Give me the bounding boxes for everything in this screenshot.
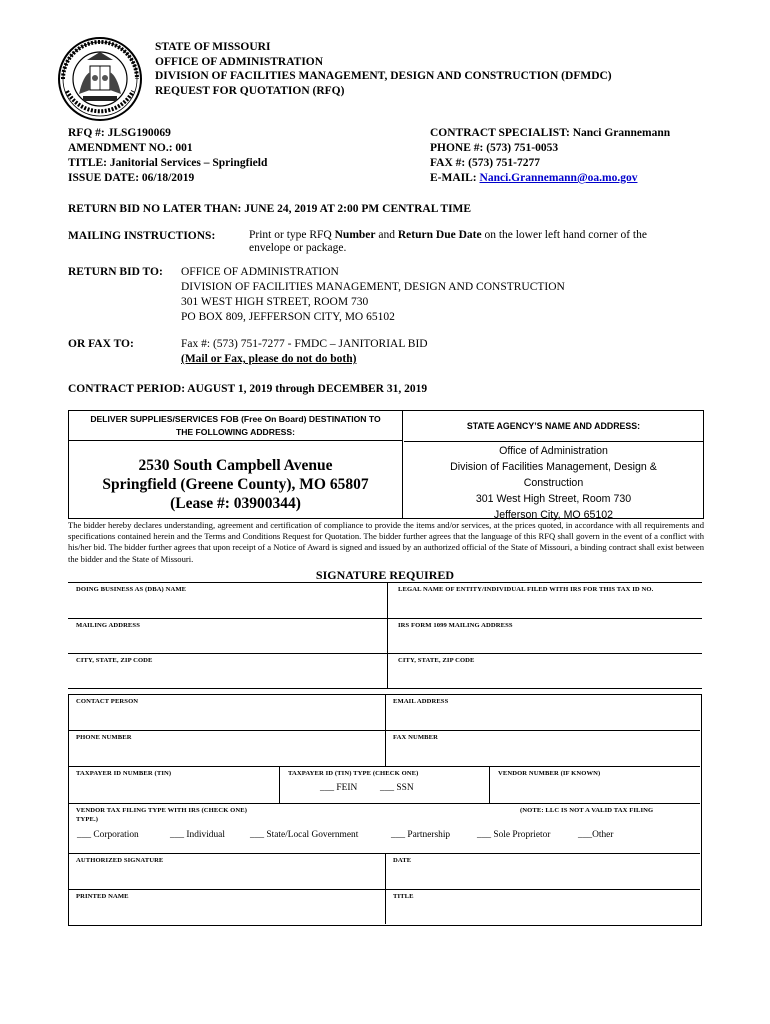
delivery-street: 2530 South Campbell Avenue — [138, 457, 333, 474]
tax-filing-type-label: VENDOR TAX FILING TYPE WITH IRS (CHECK ONE) — [76, 807, 248, 814]
rfq-info — [68, 126, 267, 186]
partnership-option[interactable]: ___ Partnership — [391, 830, 451, 840]
issue-date: ISSUE DATE: 06/18/2019 — [68, 172, 195, 184]
amendment-number: AMENDMENT NO.: 001 — [68, 142, 193, 154]
email-link[interactable]: Nanci.Grannemann@oa.mo.gov — [479, 172, 638, 184]
header-division: DIVISION OF FACILITIES MANAGEMENT, DESIGN AND CONSTRUCTION (DFMDC) — [155, 70, 612, 83]
authorized-signature-label: AUTHORIZED SIGNATURE — [76, 857, 164, 864]
agency-line-4: 301 West High Street, Room 730 — [475, 493, 632, 505]
date-field[interactable] — [386, 854, 700, 890]
delivery-city: Springfield (Greene County), MO 65807 — [102, 476, 369, 493]
delivery-header-line-2: THE FOLLOWING ADDRESS: — [175, 427, 296, 437]
return-bid-address — [181, 265, 565, 325]
tin-type-label: TAXPAYER ID (TIN) TYPE (CHECK ONE) — [288, 770, 419, 777]
header-office: OFFICE OF ADMINISTRATION — [155, 55, 324, 68]
city-state-zip-label: CITY, STATE, ZIP CODE — [76, 657, 153, 664]
delivery-address-header — [69, 411, 403, 441]
date-label: DATE — [393, 857, 412, 864]
mailing-address-label: MAILING ADDRESS — [76, 622, 140, 629]
vendor-info-block — [68, 582, 702, 689]
contact-fax: FAX #: (573) 751-7277 — [430, 157, 540, 169]
signature-required-heading: SIGNATURE REQUIRED — [315, 568, 455, 582]
tax-filing-type-label-2: TYPE.) — [76, 816, 99, 823]
tin-label: TAXPAYER ID NUMBER (TIN) — [76, 770, 172, 777]
contact-info — [430, 126, 670, 186]
fax-to-number: Fax #: (573) 751-7277 - FMDC – JANITORIAL BID — [181, 338, 428, 350]
mailing-text-due-date: Return Due Date — [397, 229, 482, 241]
irs-city-state-zip-label: CITY, STATE, ZIP CODE — [398, 657, 475, 664]
phone-number-label: PHONE NUMBER — [76, 734, 132, 741]
agency-line-2: Division of Facilities Management, Design & — [450, 461, 657, 473]
fax-number-label: FAX NUMBER — [393, 734, 439, 741]
return-line-4: PO BOX 809, JEFFERSON CITY, MO 65102 — [181, 311, 395, 323]
mailing-text-4: envelope or package. — [249, 242, 347, 254]
document-header — [155, 40, 612, 98]
return-line-1: OFFICE OF ADMINISTRATION — [181, 266, 339, 278]
return-line-2: DIVISION OF FACILITIES MANAGEMENT, DESIGN AND CONSTRUCTION — [181, 281, 565, 293]
email-address-field[interactable] — [386, 695, 700, 731]
delivery-lease: (Lease #: 03900344) — [170, 495, 301, 512]
email-address-label: EMAIL ADDRESS — [393, 698, 449, 705]
state-local-government-option[interactable]: ___ State/Local Government — [250, 830, 359, 840]
mailing-text-1: Print or type RFQ — [249, 229, 335, 241]
other-option[interactable]: ___Other — [578, 830, 614, 840]
header-rfq-title: REQUEST FOR QUOTATION (RFQ) — [155, 84, 345, 97]
dba-label: DOING BUSINESS AS (DBA) NAME — [76, 586, 187, 593]
certification-statement: The bidder hereby declares understanding, agreement and certification of compliance to provide the items and/or services, at the prices quoted, in accordance with all requirements and specifications contained herein and the Terms and Conditions Request for Quotation. The bidder further agrees that the language of this RFQ shall govern in the event of a conflict with his/her bid. The bidder further agrees that upon receipt of a Notice of Award is signed and issued by an authorized official of the State of Missouri, a binding contract shall exist between the bidder and the State of Missouri. — [68, 520, 704, 564]
agency-header: STATE AGENCY’S NAME AND ADDRESS: — [404, 411, 703, 442]
city-state-zip-field[interactable] — [68, 654, 388, 689]
delivery-address — [69, 441, 403, 518]
llc-note: (NOTE: LLC IS NOT A VALID TAX FILING — [520, 807, 654, 814]
mailing-instructions-label: MAILING INSTRUCTIONS: — [68, 230, 216, 242]
fax-or-mail-note: (Mail or Fax, please do not do both) — [181, 353, 357, 365]
agency-line-3: Construction — [523, 477, 584, 489]
individual-option[interactable]: ___ Individual — [170, 830, 225, 840]
corporation-option[interactable]: ___ Corporation — [77, 830, 139, 840]
contact-person-field[interactable] — [69, 695, 386, 731]
email-label: E-MAIL: — [430, 172, 477, 184]
header-state: STATE OF MISSOURI — [155, 41, 271, 53]
fax-to-label: OR FAX TO: — [68, 338, 134, 350]
phone-number-field[interactable] — [69, 731, 386, 767]
agency-line-1: Office of Administration — [499, 445, 608, 457]
title-label: TITLE — [393, 893, 414, 900]
irs-address-field[interactable] — [388, 619, 702, 654]
printed-name-field[interactable] — [69, 890, 386, 924]
tin-type-field — [280, 767, 490, 804]
contact-email-row — [430, 171, 670, 186]
missouri-state-seal — [57, 36, 143, 122]
title-field[interactable] — [386, 890, 700, 924]
contract-specialist: CONTRACT SPECIALIST: Nanci Grannemann — [430, 127, 671, 139]
authorized-signature-field[interactable] — [69, 854, 386, 890]
vendor-number-label: VENDOR NUMBER (IF KNOWN) — [498, 770, 601, 777]
ssn-option[interactable]: ___ SSN — [380, 783, 414, 793]
mailing-text-3: on the lower left hand corner of the — [481, 229, 647, 241]
tin-field[interactable] — [69, 767, 280, 804]
fax-number-field[interactable] — [386, 731, 700, 767]
mailing-instructions-text — [249, 229, 709, 255]
contract-period: CONTRACT PERIOD: AUGUST 1, 2019 through DECEMBER 31, 2019 — [68, 383, 428, 395]
irs-address-label: IRS FORM 1099 MAILING ADDRESS — [398, 622, 513, 629]
irs-city-state-zip-field[interactable] — [388, 654, 702, 689]
legal-name-label: LEGAL NAME OF ENTITY/INDIVIDUAL FILED WITH IRS FOR THIS TAX ID NO. — [398, 586, 654, 593]
sole-proprietor-option[interactable]: ___ Sole Proprietor — [477, 830, 551, 840]
contact-signature-block — [68, 694, 702, 926]
mailing-text-2: and — [375, 229, 398, 241]
mailing-address-field[interactable] — [68, 619, 388, 654]
mailing-text-number: Number — [334, 229, 376, 241]
agency-line-5: Jefferson City, MO 65102 — [493, 509, 614, 521]
delivery-table — [68, 410, 704, 519]
rfq-title: TITLE: Janitorial Services – Springfield — [68, 157, 268, 169]
contact-phone: PHONE #: (573) 751-0053 — [430, 142, 559, 154]
dba-name-field[interactable] — [68, 583, 388, 619]
return-line-3: 301 WEST HIGH STREET, ROOM 730 — [181, 296, 369, 308]
vendor-number-field[interactable] — [490, 767, 700, 804]
return-bid-deadline: RETURN BID NO LATER THAN: JUNE 24, 2019 AT 2:00 PM CENTRAL TIME — [68, 203, 472, 215]
contact-person-label: CONTACT PERSON — [76, 698, 139, 705]
legal-name-field[interactable] — [388, 583, 702, 619]
delivery-header-line-1: DELIVER SUPPLIES/SERVICES FOB (Free On Board) DESTINATION TO — [90, 414, 381, 424]
agency-address — [404, 441, 703, 521]
fax-to-details — [181, 337, 428, 367]
fein-option[interactable]: ___ FEIN — [320, 783, 358, 793]
printed-name-label: PRINTED NAME — [76, 893, 129, 900]
rfq-number: RFQ #: JLSG190069 — [68, 127, 171, 139]
tax-filing-type-field — [69, 804, 700, 854]
return-bid-to-label: RETURN BID TO: — [68, 266, 163, 278]
